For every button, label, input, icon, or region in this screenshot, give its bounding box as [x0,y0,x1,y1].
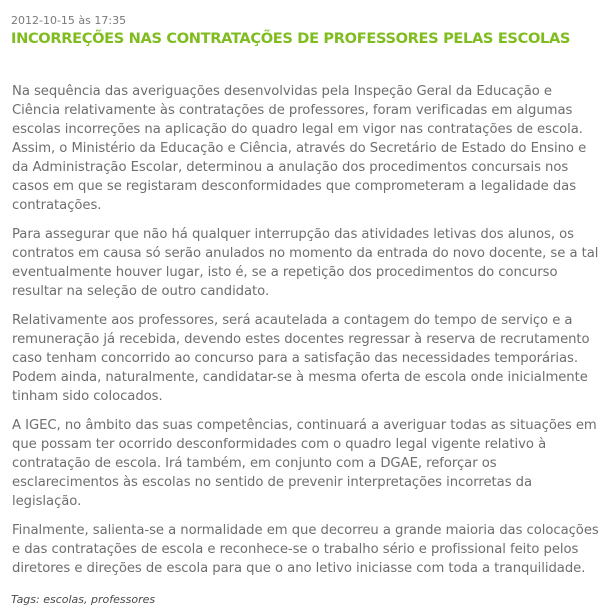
article [11,14,603,607]
paragraph-2: Para assegurar que não há qualquer interrupção das atividades letivas dos alunos, os contratos em causa só serão anulados no momento da entrada do novo docente, se a tal eventualmente houver lugar, isto é, se a repetição dos procedimentos do concurso resultar na seleção de outro candidato. [12,227,599,299]
paragraph-3: Relativamente aos professores, será acautelada a contagem do tempo de serviço e a remuneração já recebida, devendo estes docentes regressar à reserva de recrutamento caso tenham concorrido ao concurso para a satisfação das necessidades temporárias. Podem ainda, naturalmente, candidatar-se à mesma oferta de escola onde inicialmente tinham sido colocados. [12,313,590,404]
article-title[interactable]: INCORREÇÕES NAS CONTRATAÇÕES DE PROFESSORES PELAS ESCOLAS [11,30,571,47]
paragraph-1: Na sequência das averiguações desenvolvidas pela Inspeção Geral da Educação e Ciência relativamente às contratações de professores, foram verificadas em algumas escolas incorreções na aplicação do quadro legal em vigor nas contratações de escola. Assim, o Ministério da Educação e Ciência, através do Secretário de Estado do Ensino e da Administração Escolar, determinou a anulação dos procedimentos concursais nos casos em que se registaram desconformidades que comprometeram a legalidade das contratações. [12,84,587,213]
paragraph-5: Finalmente, salienta-se a normalidade em que decorreu a grande maioria das colocações e das contratações de escola e reconhece-se o trabalho sério e profissional feito pelos diretores e direções de escola para que o ano letivo iniciasse com toda a tranquilidade. [12,523,599,576]
post-date: 2012-10-15 às 17:35 [11,14,127,27]
paragraph-4: A IGEC, no âmbito das suas competências, continuará a averiguar todas as situações em que possam ter ocorrido desconformidades com o quadro legal vigente relativo à contratação de escola. Irá também, em conjunto com a DGAE, reforçar os esclarecimentos às escolas no sentido de prevenir interpretações incorretas da legislação. [12,418,597,509]
article-body [11,82,603,578]
tags-line[interactable]: Tags: escolas, professores [11,593,156,606]
